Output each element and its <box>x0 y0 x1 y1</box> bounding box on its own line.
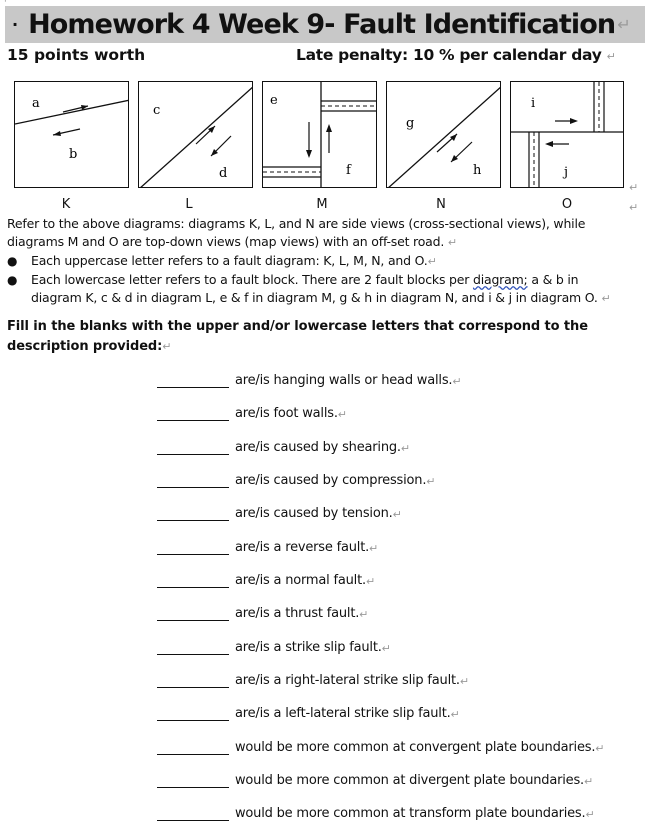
intro-line: diagrams M and O are top-down views (map views) with an off-set road. ↵ <box>7 234 457 249</box>
intro-line: Refer to the above diagrams: diagrams K, L, and N are side views (cross-sectional views), while <box>7 216 586 231</box>
paragraph-mark-icon: ↵ <box>359 608 369 621</box>
answer-blank[interactable] <box>157 473 229 488</box>
answer-blank[interactable] <box>157 506 229 521</box>
diagram-o-drawing <box>511 82 624 188</box>
block-label: b <box>69 147 78 162</box>
page-title[interactable]: Homework 4 Week 9- Fault Identification <box>28 9 616 40</box>
diagram-l <box>138 81 253 188</box>
diagram-l-drawing <box>139 82 253 188</box>
answer-blank[interactable] <box>157 740 229 755</box>
blank-row: are/is foot walls. ↵ <box>157 401 347 421</box>
diagram-o <box>510 81 624 188</box>
answer-blank[interactable] <box>157 440 229 455</box>
paragraph-mark-icon: ↵ <box>426 475 436 488</box>
paragraph-mark-icon: ↵ <box>337 408 347 421</box>
block-label: h <box>473 163 482 178</box>
blank-row: are/is caused by shearing. ↵ <box>157 435 410 455</box>
blank-row: would be more common at convergent plate boundaries. ↵ <box>157 735 604 755</box>
blank-row: are/is caused by compression. ↵ <box>157 468 435 488</box>
paragraph-mark-icon: ↵ <box>400 442 410 455</box>
answer-blank[interactable] <box>157 406 229 421</box>
paragraph-mark-icon: ↵ <box>162 340 172 353</box>
paragraph-mark-icon: ↵ <box>369 542 379 555</box>
blank-row: are/is a thrust fault. ↵ <box>157 601 368 621</box>
diagram-label-l: L <box>185 197 193 212</box>
blank-row: are/is a left-lateral strike slip fault. ↵ <box>157 701 460 721</box>
paragraph-mark-icon: ↵ <box>583 775 594 788</box>
paragraph-mark-icon: ↵ <box>617 15 631 34</box>
diagram-n <box>386 81 501 188</box>
paragraph-mark-icon: ↵ <box>392 508 402 521</box>
diagram-label-o: O <box>561 197 573 212</box>
diagram-m-drawing <box>263 82 377 188</box>
diagram-k <box>14 81 129 188</box>
answer-blank[interactable] <box>157 806 229 821</box>
block-label: a <box>32 96 40 111</box>
instructions[interactable]: Fill in the blanks with the upper and/or lowercase letters that correspond to the description provided:↵ <box>7 319 588 354</box>
paragraph-mark-icon: ↵ <box>427 255 437 268</box>
block-label: c <box>153 103 161 118</box>
block-label: j <box>564 165 569 180</box>
blank-row: are/is hanging walls or head walls. ↵ <box>157 368 461 388</box>
intro-text[interactable] <box>7 215 647 308</box>
answer-blank[interactable] <box>157 640 229 655</box>
corner-mark: ⌐ <box>4 0 12 6</box>
paragraph-mark-icon: ↵ <box>452 375 462 388</box>
intro-bullet: ● Each uppercase letter refers to a fault diagram: K, L, M, N, and O.↵ <box>7 253 437 268</box>
bullet-icon: ● <box>7 273 18 287</box>
block-label: g <box>406 116 415 131</box>
answer-blank[interactable] <box>157 706 229 721</box>
answer-blank[interactable] <box>157 773 229 788</box>
diagram-label-m: M <box>316 197 328 212</box>
paragraph-mark-icon: ↵ <box>585 808 595 821</box>
title-bar <box>5 6 645 43</box>
block-label: e <box>270 93 278 108</box>
paragraph-mark-icon: ↵ <box>381 642 391 655</box>
diagram-label-n: N <box>436 197 446 212</box>
title-bullet: · <box>12 15 19 34</box>
late-penalty[interactable]: Late penalty: 10 % per calendar day ↵ <box>296 46 616 64</box>
blank-row: are/is a right-lateral strike slip fault. ↵ <box>157 668 469 688</box>
points-worth[interactable]: 15 points worth <box>7 46 146 64</box>
paragraph-mark-icon: ↵ <box>459 675 469 688</box>
blank-row: are/is a strike slip fault. ↵ <box>157 635 391 655</box>
answer-blank[interactable] <box>157 573 229 588</box>
spellcheck-word[interactable]: diagram; <box>472 272 528 287</box>
paragraph-mark-icon: ↵ <box>365 575 375 588</box>
block-label: d <box>219 166 228 181</box>
answer-blank[interactable] <box>157 373 229 388</box>
diagram-k-drawing <box>15 82 129 188</box>
block-label: f <box>346 163 351 178</box>
paragraph-mark-icon: ↵ <box>595 742 605 755</box>
paragraph-mark-icon: ↵ <box>629 201 639 214</box>
paragraph-mark-icon: ↵ <box>447 236 457 249</box>
blank-row: would be more common at divergent plate boundaries. ↵ <box>157 768 593 788</box>
intro-bullet: ● Each lowercase letter refers to a fault block. There are 2 fault blocks per diagram; a & b in diagram K, c & d in diagram L, e & f in diagram M, g & h in diagram N, and i & j in diagram O. ↵ <box>7 272 611 305</box>
block-label: i <box>531 96 536 111</box>
blank-row: would be more common at transform plate boundaries. ↵ <box>157 801 594 821</box>
diagram-n-drawing <box>387 82 501 188</box>
paragraph-mark-icon: ↵ <box>606 50 616 63</box>
answer-blank[interactable] <box>157 540 229 555</box>
answer-blank[interactable] <box>157 673 229 688</box>
paragraph-mark-icon: ↵ <box>450 708 460 721</box>
diagram-m <box>262 81 377 188</box>
blank-row: are/is caused by tension. ↵ <box>157 501 402 521</box>
bullet-icon: ● <box>7 254 18 268</box>
paragraph-mark-icon: ↵ <box>601 292 611 305</box>
blank-row: are/is a normal fault. ↵ <box>157 568 375 588</box>
paragraph-mark-icon: ↵ <box>629 181 639 194</box>
blank-row: are/is a reverse fault. ↵ <box>157 535 378 555</box>
diagram-label-k: K <box>61 197 71 212</box>
intro-bullets <box>7 252 647 308</box>
answer-blank[interactable] <box>157 606 229 621</box>
